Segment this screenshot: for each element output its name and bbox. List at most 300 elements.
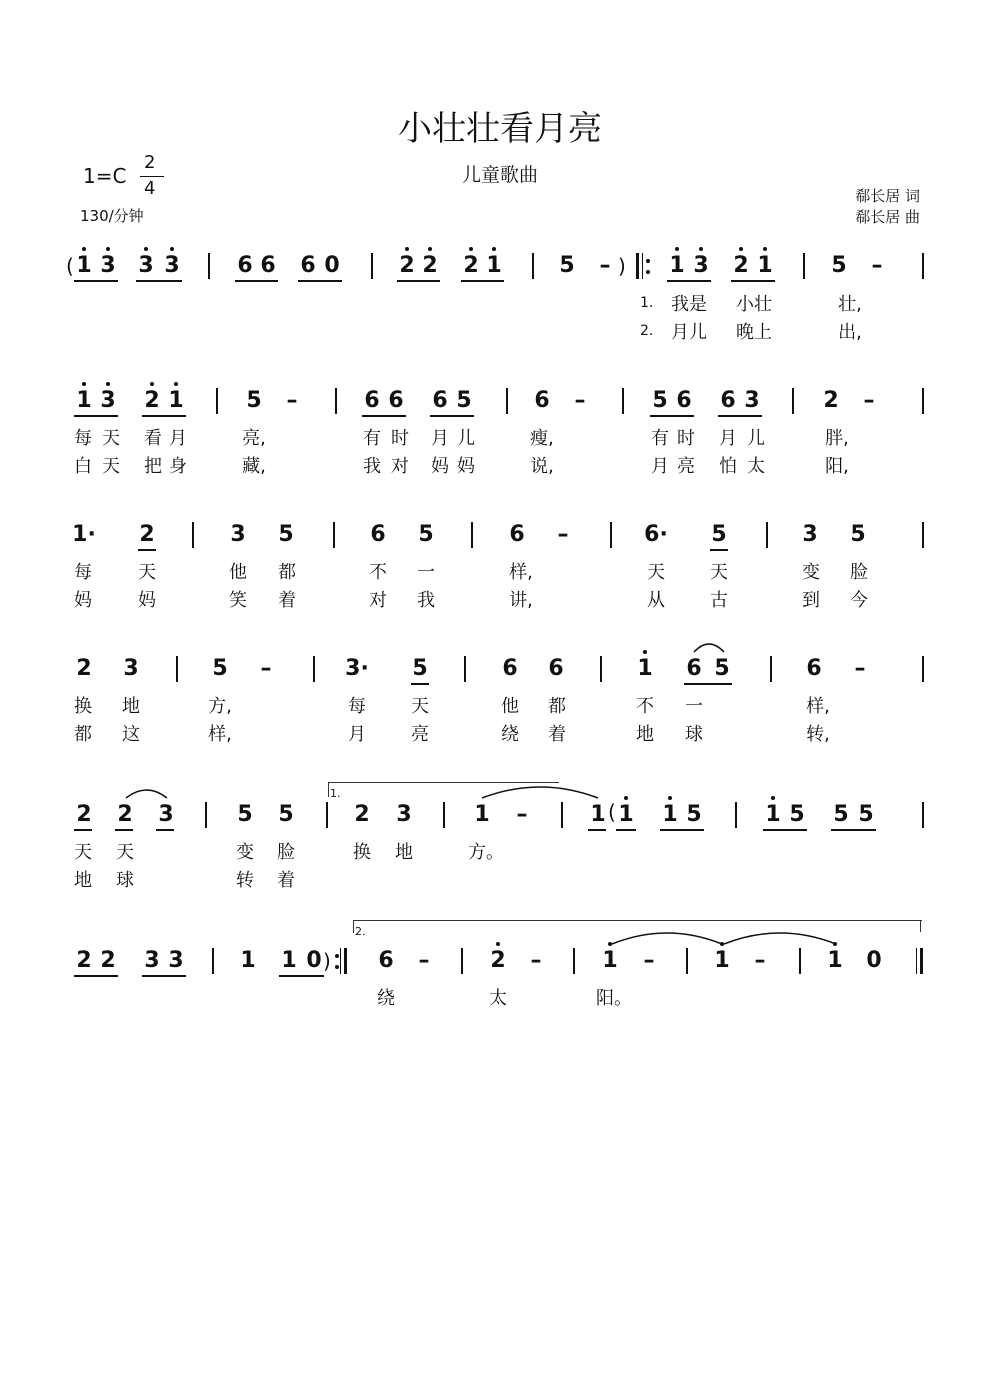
note: 5 bbox=[278, 802, 294, 827]
barline bbox=[600, 656, 602, 682]
lyric: 方。 bbox=[468, 842, 504, 863]
slur bbox=[612, 933, 722, 944]
lyric: 月 bbox=[651, 456, 669, 477]
note: 1 bbox=[662, 802, 678, 827]
note: 1 bbox=[486, 253, 502, 278]
barline bbox=[561, 802, 563, 828]
lyric: 我 bbox=[363, 456, 381, 477]
lyric: 他 bbox=[501, 696, 519, 717]
barline bbox=[176, 656, 178, 682]
beam-underline bbox=[616, 829, 636, 831]
composer-credit: 郗长居 曲 bbox=[855, 208, 920, 226]
lyric: 地 bbox=[395, 842, 413, 863]
lyric: 妈 bbox=[138, 590, 156, 611]
octave-dot bbox=[170, 247, 174, 251]
note: 5 bbox=[711, 522, 727, 547]
lyric: 儿 bbox=[747, 428, 765, 449]
note: 6 bbox=[378, 948, 394, 973]
note: 5 bbox=[686, 802, 702, 827]
note: 5 bbox=[246, 388, 262, 413]
lyric: 都 bbox=[548, 696, 566, 717]
song-subtitle: 儿童歌曲 bbox=[461, 164, 538, 186]
beam-underline bbox=[650, 415, 694, 417]
beam-underline bbox=[156, 829, 174, 831]
octave-dot bbox=[771, 796, 775, 800]
note: 1 bbox=[765, 802, 781, 827]
note: 2 bbox=[76, 656, 92, 681]
volta-bracket bbox=[328, 782, 559, 797]
beam-underline bbox=[235, 280, 278, 282]
lyric: 地 bbox=[636, 724, 654, 745]
octave-dot bbox=[608, 942, 612, 946]
slur bbox=[694, 644, 724, 652]
octave-dot bbox=[739, 247, 743, 251]
beam-underline bbox=[718, 415, 762, 417]
lyric: 球 bbox=[685, 724, 703, 745]
dash-sustain: – bbox=[530, 948, 542, 973]
dash-sustain: – bbox=[260, 656, 272, 681]
lyric: 晚上 bbox=[736, 322, 772, 343]
dash-sustain: – bbox=[863, 388, 875, 413]
lyric: 地 bbox=[74, 870, 92, 891]
barline bbox=[922, 253, 924, 279]
note: 0 bbox=[866, 948, 882, 973]
repeat-barline-thin bbox=[340, 948, 341, 974]
volta-bracket bbox=[353, 920, 922, 933]
note: 6 bbox=[534, 388, 550, 413]
dash-sustain: – bbox=[854, 656, 866, 681]
note: 2 bbox=[144, 388, 160, 413]
song-title: 小壮壮看月亮 bbox=[398, 109, 602, 149]
note: 3 bbox=[396, 802, 412, 827]
note: 2 bbox=[100, 948, 116, 973]
note: 1 bbox=[637, 656, 653, 681]
lyric: 脸 bbox=[850, 562, 868, 583]
slur bbox=[724, 933, 836, 944]
note: 6 bbox=[676, 388, 692, 413]
lyric: 不 bbox=[369, 562, 387, 583]
lyric: 这 bbox=[122, 724, 140, 745]
note: 6 bbox=[548, 656, 564, 681]
slur bbox=[126, 790, 167, 798]
barline bbox=[471, 522, 473, 548]
lyric: 阳, bbox=[825, 456, 849, 477]
barline bbox=[622, 388, 624, 414]
note: 2 bbox=[139, 522, 155, 547]
volta-bracket-end bbox=[920, 920, 921, 932]
note: 5 bbox=[833, 802, 849, 827]
barline bbox=[464, 656, 466, 682]
lyric: 瘦, bbox=[530, 428, 554, 449]
lyric: 胖, bbox=[825, 428, 849, 449]
barline bbox=[922, 802, 924, 828]
verse-number: 2. bbox=[640, 323, 654, 339]
beam-underline bbox=[684, 683, 732, 685]
lyric: 时 bbox=[391, 428, 409, 449]
beam-underline bbox=[74, 280, 118, 282]
barline bbox=[212, 948, 214, 974]
beam-underline bbox=[411, 683, 429, 685]
barline bbox=[686, 948, 688, 974]
note: 3 bbox=[230, 522, 246, 547]
note: 2 bbox=[823, 388, 839, 413]
note: 5 bbox=[278, 522, 294, 547]
lyric: 变 bbox=[236, 842, 254, 863]
lyric: 身 bbox=[169, 456, 187, 477]
note: 1 bbox=[474, 802, 490, 827]
note: 6 bbox=[388, 388, 404, 413]
lyric: 妈 bbox=[431, 456, 449, 477]
lyric: 都 bbox=[278, 562, 296, 583]
note: 3 bbox=[138, 253, 154, 278]
octave-dot bbox=[428, 247, 432, 251]
note: 3 bbox=[100, 388, 116, 413]
note: 3 bbox=[802, 522, 818, 547]
dash-sustain: – bbox=[871, 253, 883, 278]
note: 1 bbox=[618, 802, 634, 827]
note: 5 bbox=[789, 802, 805, 827]
lyric: 我 bbox=[417, 590, 435, 611]
dash-sustain: – bbox=[557, 522, 569, 547]
lyric: 天 bbox=[138, 562, 156, 583]
beam-underline bbox=[142, 975, 186, 977]
barline bbox=[610, 522, 612, 548]
note: 5 bbox=[559, 253, 575, 278]
note: 3 bbox=[144, 948, 160, 973]
note: 0 bbox=[324, 253, 340, 278]
paren-open: ( bbox=[608, 800, 616, 824]
lyric: 绕 bbox=[501, 724, 519, 745]
beam-underline bbox=[731, 280, 775, 282]
note: 6 bbox=[370, 522, 386, 547]
barline bbox=[770, 656, 772, 682]
repeat-dot bbox=[335, 965, 339, 969]
barline bbox=[922, 522, 924, 548]
note: 5 bbox=[412, 656, 428, 681]
beam-underline bbox=[138, 549, 156, 551]
octave-dot bbox=[106, 247, 110, 251]
lyric: 我是 bbox=[671, 294, 707, 315]
beam-underline bbox=[710, 549, 728, 551]
lyric: 月 bbox=[348, 724, 366, 745]
beam-underline bbox=[660, 829, 704, 831]
lyric: 从 bbox=[647, 590, 665, 611]
note: 1 bbox=[76, 253, 92, 278]
note: 1 bbox=[714, 948, 730, 973]
beam-underline bbox=[279, 975, 324, 977]
note: 6 bbox=[237, 253, 253, 278]
lyric: 转, bbox=[806, 724, 830, 745]
lyric: 天 bbox=[647, 562, 665, 583]
final-barline-thick bbox=[920, 948, 923, 974]
barline bbox=[766, 522, 768, 548]
dash-sustain: – bbox=[599, 253, 611, 278]
lyric: 不 bbox=[636, 696, 654, 717]
note: 2 bbox=[76, 802, 92, 827]
lyric: 时 bbox=[677, 428, 695, 449]
octave-dot bbox=[624, 796, 628, 800]
note: 5 bbox=[418, 522, 434, 547]
beam-underline bbox=[397, 280, 440, 282]
note: 0 bbox=[306, 948, 322, 973]
verse-number: 1. bbox=[640, 295, 654, 311]
lyric: 转 bbox=[236, 870, 254, 891]
lyric: 天 bbox=[74, 842, 92, 863]
repeat-barline-thick bbox=[636, 253, 639, 279]
octave-dot bbox=[405, 247, 409, 251]
lyric: 白 bbox=[74, 456, 92, 477]
octave-dot bbox=[144, 247, 148, 251]
octave-dot bbox=[106, 382, 110, 386]
lyric: 对 bbox=[369, 590, 387, 611]
lyric: 有 bbox=[363, 428, 381, 449]
note: 2 bbox=[490, 948, 506, 973]
dash-sustain: – bbox=[754, 948, 766, 973]
note: 1 bbox=[602, 948, 618, 973]
lyric: 绕 bbox=[377, 988, 395, 1009]
lyric: 妈 bbox=[457, 456, 475, 477]
octave-dot bbox=[82, 247, 86, 251]
dash-sustain: – bbox=[418, 948, 430, 973]
lyric: 样, bbox=[208, 724, 232, 745]
note: 1· bbox=[72, 522, 96, 547]
lyric: 都 bbox=[74, 724, 92, 745]
octave-dot bbox=[643, 650, 647, 654]
note: 5 bbox=[237, 802, 253, 827]
lyric: 天 bbox=[116, 842, 134, 863]
beam-underline bbox=[74, 975, 118, 977]
note: 5 bbox=[456, 388, 472, 413]
barline bbox=[735, 802, 737, 828]
barline bbox=[461, 948, 463, 974]
dash-sustain: – bbox=[516, 802, 528, 827]
octave-dot bbox=[720, 942, 724, 946]
beam-underline bbox=[588, 829, 606, 831]
barline bbox=[313, 656, 315, 682]
lyric: 着 bbox=[277, 870, 295, 891]
lyric: 怕 bbox=[719, 456, 737, 477]
note: 3 bbox=[744, 388, 760, 413]
note: 1 bbox=[669, 253, 685, 278]
final-barline-thin bbox=[916, 948, 917, 974]
octave-dot bbox=[496, 942, 500, 946]
lyric: 地 bbox=[122, 696, 140, 717]
lyric: 壮, bbox=[838, 294, 862, 315]
note: 6 bbox=[509, 522, 525, 547]
note: 6 bbox=[432, 388, 448, 413]
lyric: 样, bbox=[806, 696, 830, 717]
dash-sustain: – bbox=[286, 388, 298, 413]
note: 6 bbox=[720, 388, 736, 413]
beam-underline bbox=[142, 415, 186, 417]
note: 3 bbox=[693, 253, 709, 278]
note: 3 bbox=[100, 253, 116, 278]
lyric: 藏, bbox=[242, 456, 266, 477]
note: 6 bbox=[364, 388, 380, 413]
key-signature: 1=C bbox=[83, 164, 127, 188]
barline bbox=[573, 948, 575, 974]
volta-label: 2. bbox=[355, 925, 366, 938]
lyric: 笑 bbox=[229, 590, 247, 611]
octave-dot bbox=[174, 382, 178, 386]
lyric: 月 bbox=[169, 428, 187, 449]
beam-underline bbox=[74, 829, 92, 831]
lyric: 太 bbox=[747, 456, 765, 477]
dash-sustain: – bbox=[643, 948, 655, 973]
note: 1 bbox=[240, 948, 256, 973]
lyric: 妈 bbox=[74, 590, 92, 611]
octave-dot bbox=[492, 247, 496, 251]
note: 1 bbox=[168, 388, 184, 413]
beam-underline bbox=[298, 280, 342, 282]
note: 6· bbox=[644, 522, 668, 547]
note: 6 bbox=[806, 656, 822, 681]
lyric: 小壮 bbox=[736, 294, 772, 315]
repeat-dot bbox=[646, 270, 650, 274]
lyric: 对 bbox=[391, 456, 409, 477]
octave-dot bbox=[82, 382, 86, 386]
lyric: 把 bbox=[144, 456, 162, 477]
lyric: 天 bbox=[102, 456, 120, 477]
barline bbox=[532, 253, 534, 279]
lyric: 变 bbox=[802, 562, 820, 583]
lyricist-credit: 郗长居 词 bbox=[855, 187, 920, 205]
repeat-dot bbox=[335, 954, 339, 958]
note: 2 bbox=[117, 802, 133, 827]
note: 1 bbox=[757, 253, 773, 278]
repeat-dot bbox=[646, 259, 650, 263]
barline bbox=[192, 522, 194, 548]
lyric: 每 bbox=[74, 562, 92, 583]
note: 3 bbox=[168, 948, 184, 973]
lyric: 一 bbox=[417, 562, 435, 583]
barline bbox=[208, 253, 210, 279]
lyric: 亮 bbox=[677, 456, 695, 477]
note: 6 bbox=[260, 253, 276, 278]
beam-underline bbox=[115, 829, 133, 831]
barline bbox=[922, 656, 924, 682]
octave-dot bbox=[469, 247, 473, 251]
octave-dot bbox=[150, 382, 154, 386]
repeat-barline-thin bbox=[642, 253, 643, 279]
note: 5 bbox=[714, 656, 730, 681]
note: 2 bbox=[354, 802, 370, 827]
note: 2 bbox=[422, 253, 438, 278]
lyric: 样, bbox=[509, 562, 533, 583]
beam-underline bbox=[763, 829, 807, 831]
beam-underline bbox=[362, 415, 406, 417]
lyric: 换 bbox=[74, 696, 92, 717]
beam-underline bbox=[430, 415, 474, 417]
lyric: 换 bbox=[353, 842, 371, 863]
barline bbox=[803, 253, 805, 279]
volta-label: 1. bbox=[330, 787, 341, 800]
time-signature-top: 2 bbox=[144, 152, 156, 173]
barline bbox=[205, 802, 207, 828]
lyric: 月 bbox=[719, 428, 737, 449]
note: 2 bbox=[463, 253, 479, 278]
lyric: 出, bbox=[838, 322, 862, 343]
note: 1 bbox=[281, 948, 297, 973]
lyric: 天 bbox=[411, 696, 429, 717]
lyric: 亮 bbox=[411, 724, 429, 745]
note: 3· bbox=[345, 656, 369, 681]
octave-dot bbox=[833, 942, 837, 946]
time-signature-line bbox=[140, 176, 164, 177]
note: 6 bbox=[502, 656, 518, 681]
note: 5 bbox=[831, 253, 847, 278]
lyric: 脸 bbox=[277, 842, 295, 863]
barline bbox=[792, 388, 794, 414]
note: 5 bbox=[652, 388, 668, 413]
lyric: 天 bbox=[710, 562, 728, 583]
lyric: 太 bbox=[489, 988, 507, 1009]
octave-dot bbox=[699, 247, 703, 251]
lyric: 着 bbox=[278, 590, 296, 611]
lyric: 说, bbox=[530, 456, 554, 477]
beam-underline bbox=[667, 280, 711, 282]
lyric: 讲, bbox=[509, 590, 533, 611]
barline bbox=[443, 802, 445, 828]
lyric: 亮, bbox=[242, 428, 266, 449]
lyric: 月儿 bbox=[671, 322, 707, 343]
note: 5 bbox=[858, 802, 874, 827]
lyric: 他 bbox=[229, 562, 247, 583]
barline bbox=[335, 388, 337, 414]
octave-dot bbox=[763, 247, 767, 251]
lyric: 着 bbox=[548, 724, 566, 745]
barline bbox=[333, 522, 335, 548]
note: 2 bbox=[399, 253, 415, 278]
note: 2 bbox=[733, 253, 749, 278]
note: 1 bbox=[76, 388, 92, 413]
note: 6 bbox=[300, 253, 316, 278]
barline bbox=[799, 948, 801, 974]
lyric: 有 bbox=[651, 428, 669, 449]
barline bbox=[506, 388, 508, 414]
note: 6 bbox=[686, 656, 702, 681]
barline bbox=[371, 253, 373, 279]
lyric: 月 bbox=[431, 428, 449, 449]
paren-close: ) bbox=[323, 949, 331, 973]
note: 5 bbox=[212, 656, 228, 681]
barline bbox=[922, 388, 924, 414]
lyric: 今 bbox=[850, 590, 868, 611]
beam-underline bbox=[74, 415, 118, 417]
note: 3 bbox=[164, 253, 180, 278]
beam-underline bbox=[136, 280, 182, 282]
lyric: 古 bbox=[710, 590, 728, 611]
dash-sustain: – bbox=[574, 388, 586, 413]
paren-close: ) bbox=[618, 254, 626, 278]
barline bbox=[326, 802, 328, 828]
note: 1 bbox=[827, 948, 843, 973]
time-signature-bottom: 4 bbox=[144, 178, 156, 199]
lyric: 方, bbox=[208, 696, 232, 717]
paren-open: ( bbox=[66, 254, 74, 278]
lyric: 每 bbox=[74, 428, 92, 449]
lyric: 天 bbox=[102, 428, 120, 449]
note: 3 bbox=[158, 802, 174, 827]
octave-dot bbox=[668, 796, 672, 800]
barline bbox=[216, 388, 218, 414]
repeat-barline-thick bbox=[344, 948, 347, 974]
note: 2 bbox=[76, 948, 92, 973]
lyric: 阳。 bbox=[596, 988, 632, 1009]
octave-dot bbox=[675, 247, 679, 251]
lyric: 一 bbox=[685, 696, 703, 717]
lyric: 看 bbox=[144, 428, 162, 449]
